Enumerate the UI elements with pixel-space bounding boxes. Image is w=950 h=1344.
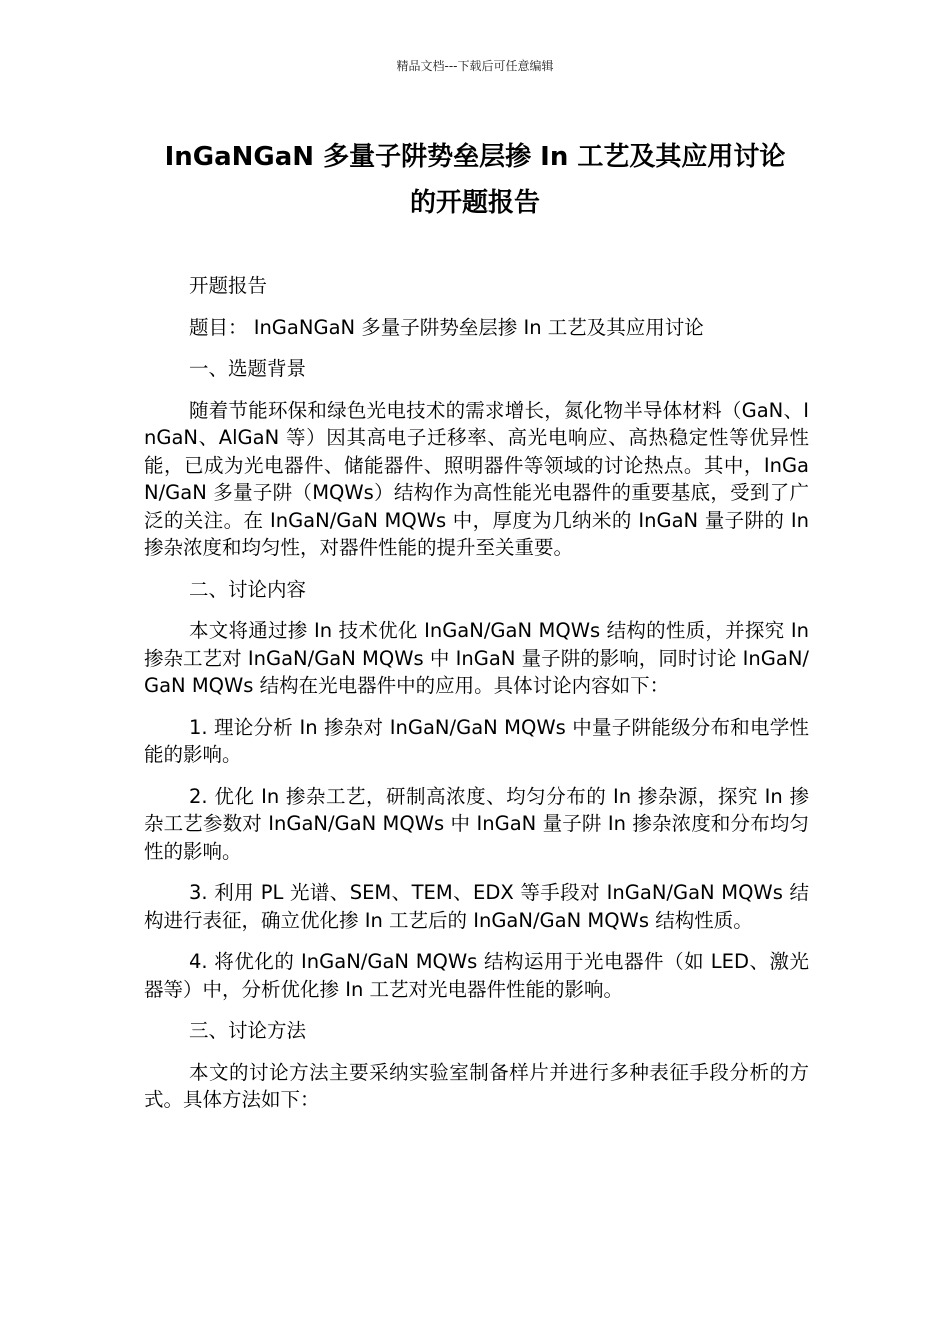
method-paragraph: 本文的讨论方法主要采纳实验室制备样片并进行多种表征手段分析的方式。具体方法如下： bbox=[144, 1060, 809, 1111]
content-item-1: 1. 理论分析 In 掺杂对 InGaN/GaN MQWs 中量子阱能级分布和电学性能的影响。 bbox=[144, 715, 809, 766]
header-note: 精品文档---下载后可任意编辑 bbox=[396, 59, 554, 73]
topic-line: 题目： InGaNGaN 多量子阱势垒层掺 In 工艺及其应用讨论 bbox=[189, 315, 704, 339]
section-heading-background: 一、选题背景 bbox=[189, 357, 307, 380]
content-item-2: 2. 优化 In 掺杂工艺，研制高浓度、均匀分布的 In 掺杂源，探究 In 掺杂工艺参数对 InGaN/GaN MQWs 中 InGaN 量子阱 In 掺杂浓度和分布均匀性的影响。 bbox=[144, 784, 809, 863]
content-item-4: 4. 将优化的 InGaN/GaN MQWs 结构运用于光电器件（如 LED、激光器等）中，分析优化掺 In 工艺对光电器件性能的影响。 bbox=[144, 950, 809, 1001]
document-title bbox=[130, 134, 820, 226]
section-heading-method: 三、讨论方法 bbox=[189, 1019, 307, 1042]
background-paragraph: 随着节能环保和绿色光电技术的需求增长，氮化物半导体材料（GaN、InGaN、AlGaN 等）因其高电子迁移率、高光电响应、高热稳定性等优异性能，已成为光电器件、储能器件、照明器件等领域的讨论热点。其中，InGaN/GaN 多量子阱（MQWs）结构作为高性能光电器件的重要基底，受到了广泛的关注。在 InGaN/GaN MQWs 中，厚度为几纳米的 InGaN 量子阱的 In 掺杂浓度和均匀性，对器件性能的提升至关重要。 bbox=[144, 398, 809, 559]
title-line-1: InGaNGaN 多量子阱势垒层掺 In 工艺及其应用讨论 bbox=[164, 142, 786, 172]
section-heading-content: 二、讨论内容 bbox=[189, 577, 307, 601]
content-intro-paragraph: 本文将通过掺 In 技术优化 InGaN/GaN MQWs 结构的性质，并探究 In 掺杂工艺对 InGaN/GaN MQWs 中 InGaN 量子阱的影响，同时讨论 InGaN/GaN MQWs 结构在光电器件中的应用。具体讨论内容如下： bbox=[144, 619, 809, 697]
content-item-3: 3. 利用 PL 光谱、SEM、TEM、EDX 等手段对 InGaN/GaN MQWs 结构进行表征，确立优化掺 In 工艺后的 InGaN/GaN MQWs 结构性质。 bbox=[144, 881, 809, 932]
title-line-2: 的开题报告 bbox=[409, 188, 540, 218]
report-label: 开题报告 bbox=[189, 274, 268, 297]
document-body bbox=[144, 272, 809, 1128]
